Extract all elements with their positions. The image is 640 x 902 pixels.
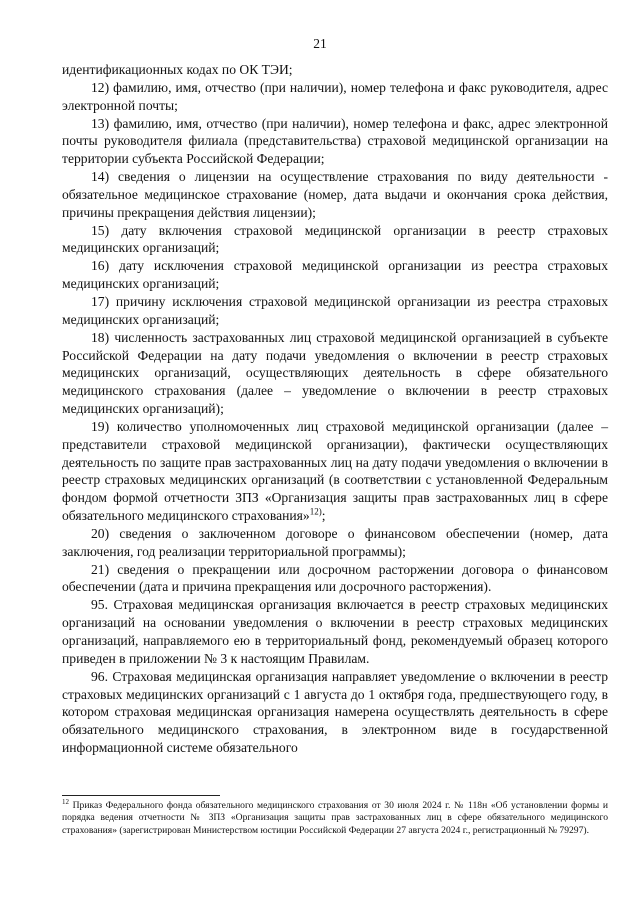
paragraph-item-15: 15) дату включения страховой медицинской организации в реестр страховых медицинских организаций; [62,222,608,256]
paragraph-item-12: 12) фамилию, имя, отчество (при наличии), номер телефона и факс руководителя, адрес электронной почты; [62,79,608,113]
paragraph-item-18: 18) численность застрахованных лиц страховой медицинской организацией в субъекте Российской Федерации на дату подачи уведомления о включении в реестр страховых медицинских организаций, осуществляющих деятельность в сфере обязательного медицинского страхования (далее – уведомление о включении в реестр страховых медицинских организаций); [62,329,608,417]
paragraph-95: 95. Страховая медицинская организация включается в реестр страховых медицинских организаций на основании уведомления о включении в реестр страховых медицинских организаций, направляемого ею в территориальный фонд, рекомендуемый образец которого приведен в приложении № 3 к настоящим Правилам. [62,597,608,666]
footnote-marker: 12 [62,797,69,806]
paragraph-96: 96. Страховая медицинская организация направляет уведомление о включении в реестр страховых медицинских организаций с 1 августа до 1 октября года, предшествующего году, в котором страховая медицинская организация намерена осуществлять деятельность в сфере обязательного медицинского страхования, в электронном виде в государственной информационной системе обязательного [62,668,608,756]
paragraph-item-16: 16) дату исключения страховой медицинской организации из реестра страховых медицинских организаций; [62,258,608,292]
page-number: 21 [313,36,327,51]
paragraph-item-20: 20) сведения о заключенном договоре о финансовом обеспечении (номер, дата заключения, год реализации территориальной программы); [62,525,608,559]
footnote-divider [62,795,220,796]
paragraph-item-19 [62,418,608,525]
footnote [62,797,608,837]
paragraph-item-17: 17) причину исключения страховой медицинской организации из реестра страховых медицинских организаций; [62,293,608,327]
footnote-text: Приказ Федерального фонда обязательного медицинского страхования от 30 июля 2024 г. № 118н «Об установлении формы и порядка ведения отчетности № ЗПЗ «Организация защиты прав застрахованных лиц в сфере обязательного медицинского страхования» (зарегистрирован Министерством юстиции Российской Федерации 27 августа 2024 г., регистрационный № 79297). [62,800,608,836]
footnote-reference: 12) [309,506,322,517]
paragraph-item-13: 13) фамилию, имя, отчество (при наличии), номер телефона и факс, адрес электронной почты руководителя филиала (представительства) страховой медицинской организации на территории субъекта Российской Федерации; [62,115,608,167]
paragraph-item-21: 21) сведения о прекращении или досрочном расторжении договора о финансовом обеспечении (дата и причина прекращения или досрочного расторжения). [62,561,608,595]
paragraph-item-19-text: 19) количество уполномоченных лиц страховой медицинской организации (далее – представители страховой медицинской организации), фактически осуществляющих деятельность по защите прав застрахованных лиц на дату подачи уведомления о включении в реестр страховых медицинских организаций (в соответствии с установленной Федеральным фондом формой отчетности ЗПЗ «Организация защиты прав застрахованных лиц в сфере обязательного медицинского страхования» [62,418,608,524]
body-text [62,61,608,757]
paragraph-item-14: 14) сведения о лицензии на осуществление страхования по виду деятельности - обязательное медицинское страхование (номер, дата выдачи и окончания срока действия, причины прекращения действия лицензии); [62,169,608,220]
paragraph-continuation: идентификационных кодах по ОК ТЭИ; [62,62,293,77]
paragraph-item-19-tail: ; [321,508,326,524]
